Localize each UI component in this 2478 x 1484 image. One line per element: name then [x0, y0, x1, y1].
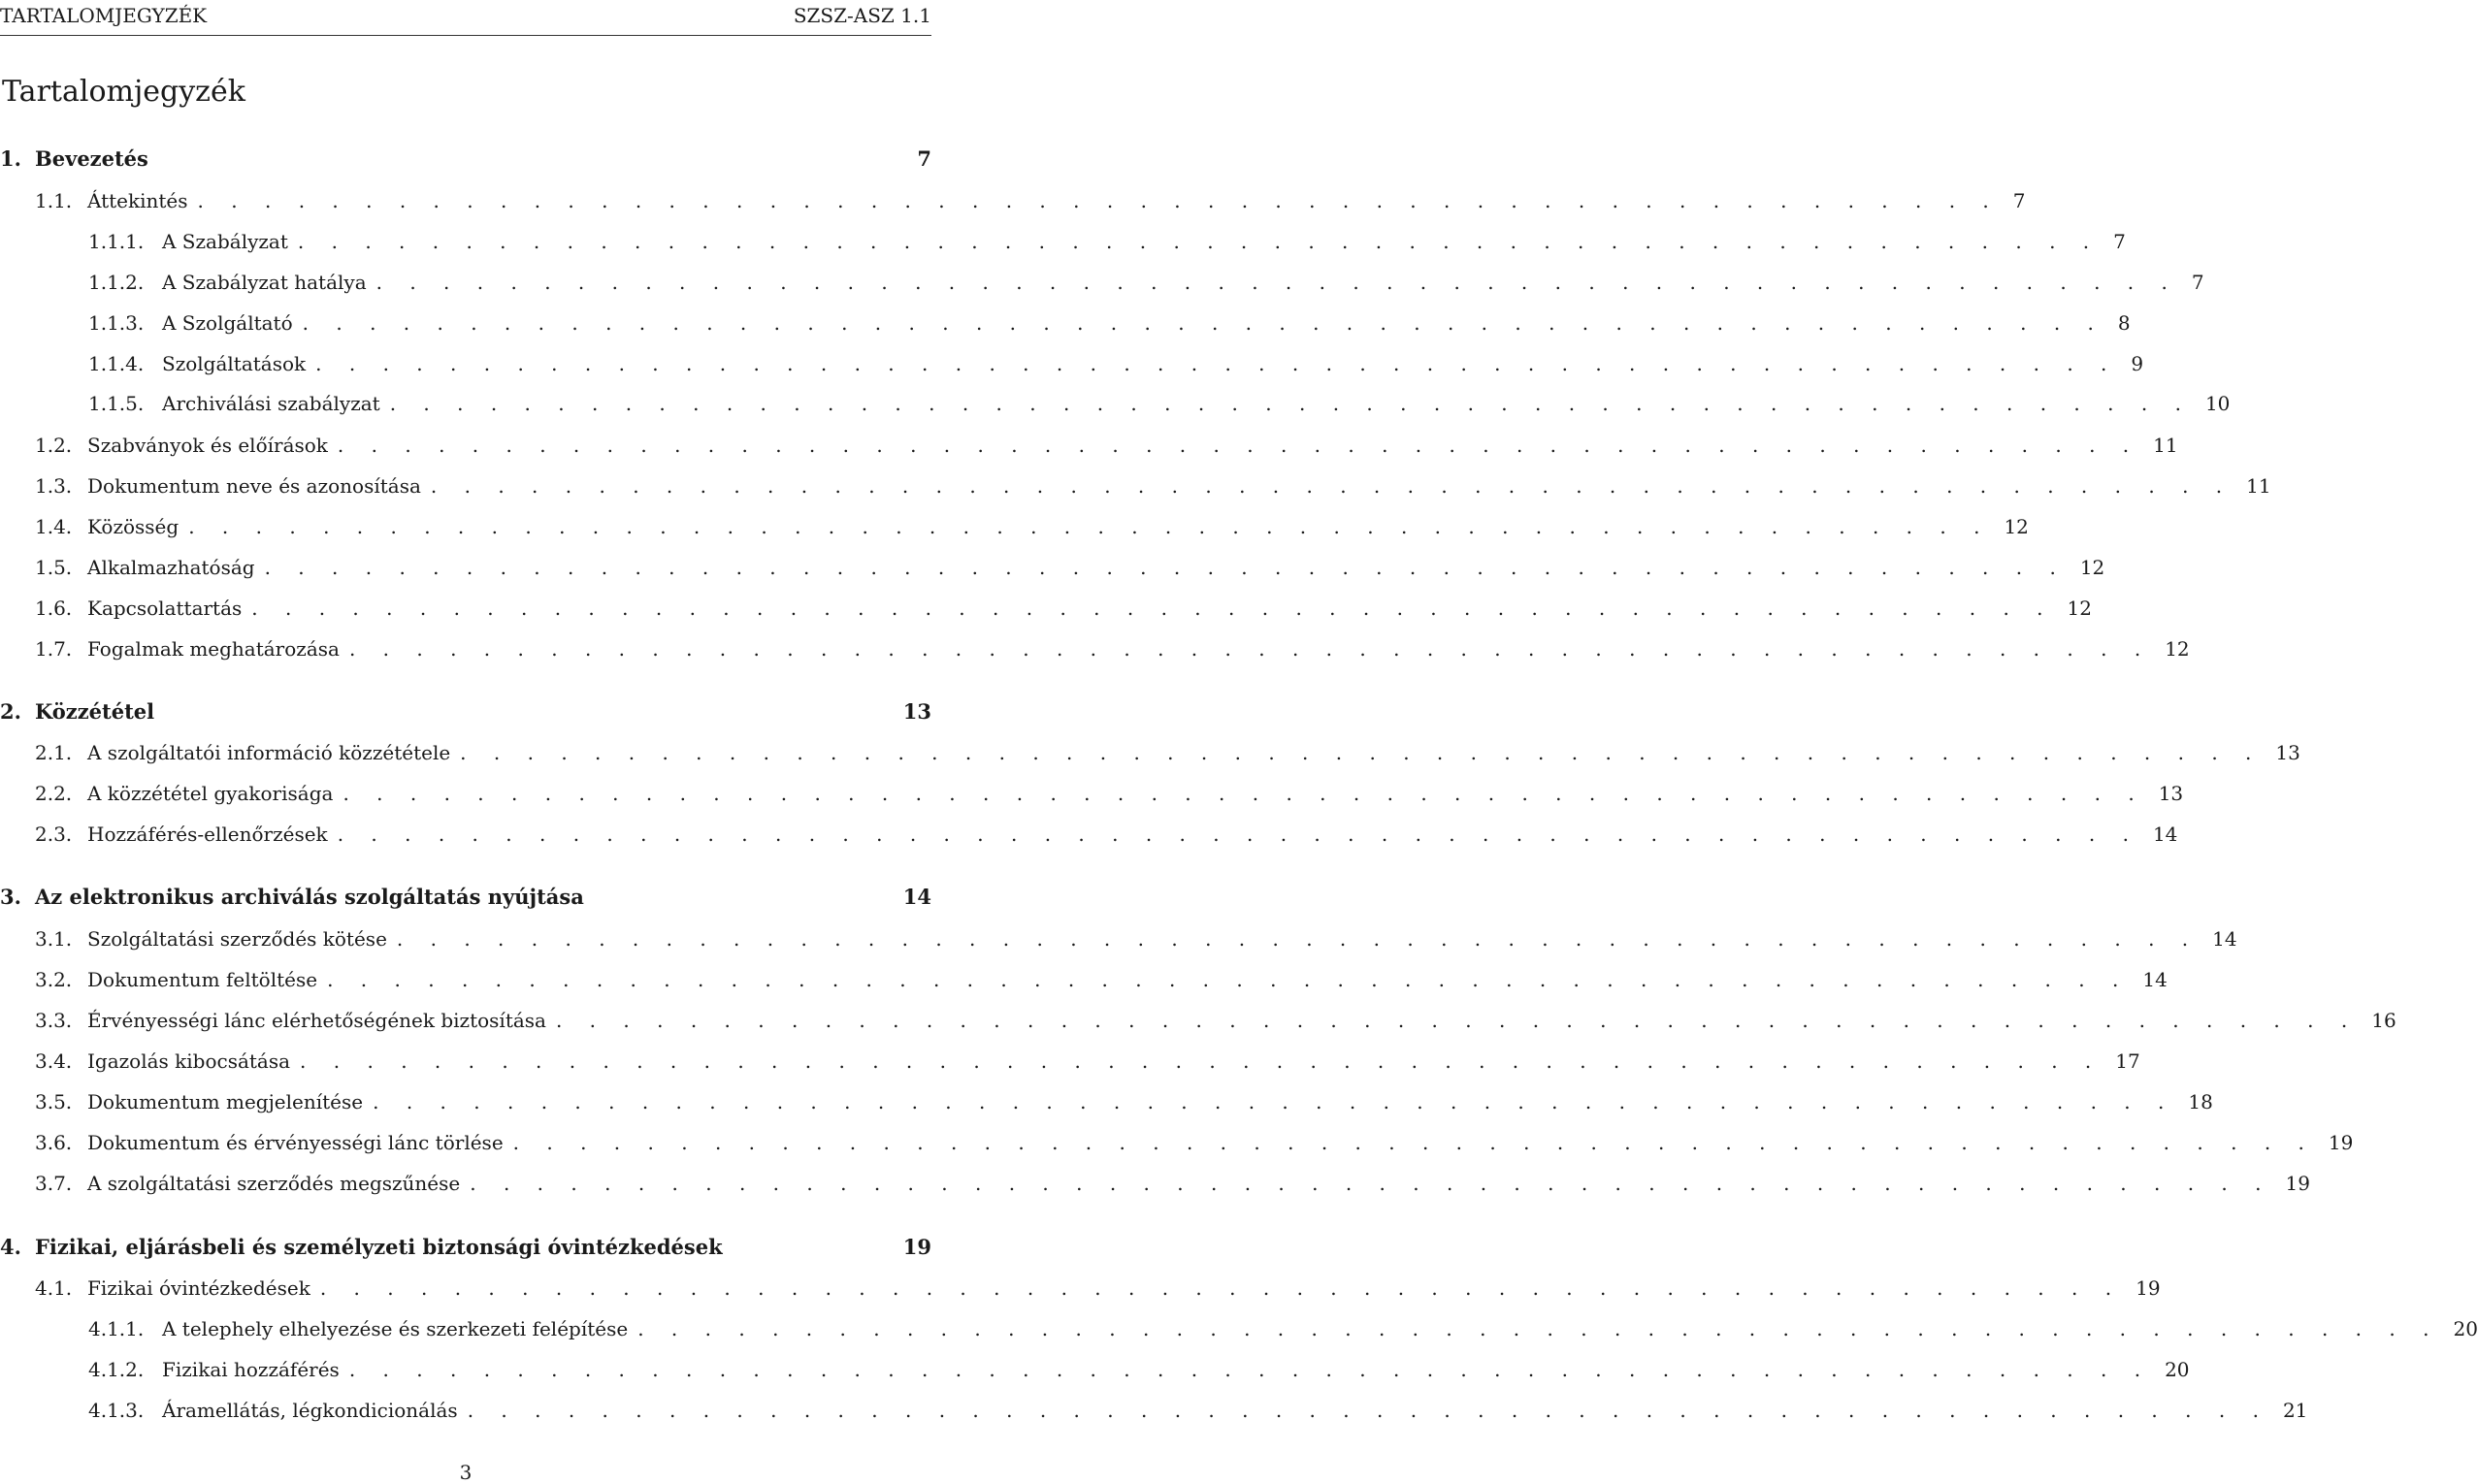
toc-title: Szolgáltatások	[162, 352, 307, 375]
toc-page: 10	[2204, 392, 2231, 415]
toc-page: 19	[2136, 1276, 2161, 1300]
toc-title: Áttekintés	[87, 189, 188, 212]
toc-entry[interactable]	[0, 309, 2131, 337]
toc-number: 1.1.	[35, 189, 73, 212]
page-title: Tartalomjegyzék	[2, 75, 245, 109]
toc-page: 17	[2115, 1049, 2140, 1073]
toc-title: A szolgáltatási szerződés megszűnése	[87, 1172, 461, 1195]
toc-number: 3.1.	[35, 927, 73, 951]
toc-title: Archiválási szabályzat	[162, 392, 380, 415]
toc-number: 1.1.5.	[88, 392, 145, 415]
toc-number: 2.3.	[35, 823, 73, 846]
header-rule	[0, 35, 931, 36]
toc-entry[interactable]	[0, 1356, 2190, 1383]
toc-entry[interactable]	[0, 739, 2300, 766]
toc-number: 1.6.	[35, 597, 73, 620]
header-left: TARTALOMJEGYZÉK	[0, 4, 208, 27]
toc-number: 1.1.1.	[88, 230, 145, 253]
dot-leader: . . . . . . . . . . . . . . . . . . . . . . . . . . . . . . . . . . . . . . . . . . . . . . . . . . . . . .	[389, 392, 2192, 415]
toc-title: Közzététel	[35, 699, 155, 724]
toc-entry[interactable]	[0, 269, 2204, 296]
dot-leader: . . . . . . . . . . . . . . . . . . . . . . . . . . . . . . . . . . . . . . . . . . . . . . . . . . . . . .	[637, 1317, 2440, 1340]
dot-leader: . . . . . . . . . . . . . . . . . . . . . . . . . . . . . . . . . . . . . . . . . . . . . . . . . . . . . .	[373, 1090, 2175, 1113]
toc-entry[interactable]	[0, 1234, 931, 1261]
toc-number: 1.7.	[35, 637, 73, 661]
toc-title: A telephely elhelyezése és szerkezeti felépítése	[162, 1317, 629, 1340]
toc-number: 3.2.	[35, 968, 73, 991]
toc-entry[interactable]	[0, 595, 2092, 622]
dot-leader: . . . . . . . . . . . . . . . . . . . . . . . . . . . . . . . . . . . . . . . . . . . . . . . . . . . . . .	[342, 782, 2145, 805]
toc-title: Közösség	[87, 515, 179, 538]
dot-leader: . . . . . . . . . . . . . . . . . . . . . . . . . . . . . . . . . . . . . . . . . . . . . . . . . . . . . .	[460, 741, 2263, 764]
dot-leader: . . . . . . . . . . . . . . . . . . . . . . . . . . . . . . . . . . . . . . . . . . . . . . . . . . . . . .	[315, 352, 2118, 375]
header-right: SZSZ-ASZ 1.1	[793, 4, 931, 27]
toc-title: A Szolgáltató	[162, 311, 293, 335]
dot-leader: . . . . . . . . . . . . . . . . . . . . . . . . . . . . . . . . . . . . . . . . . . . . . . . . . . . . . .	[396, 927, 2200, 951]
toc-title: A szolgáltatói információ közzététele	[87, 741, 451, 764]
toc-title: Az elektronikus archiválás szolgáltatás nyújtása	[35, 885, 584, 909]
toc-page: 12	[2067, 597, 2092, 620]
toc-title: Érvényességi lánc elérhetőségének biztosítása	[87, 1009, 546, 1032]
toc-page: 13	[2275, 741, 2300, 764]
toc-entry[interactable]	[0, 187, 2026, 214]
toc-entry[interactable]	[0, 1274, 2161, 1302]
dot-leader: . . . . . . . . . . . . . . . . . . . . . . . . . . . . . . . . . . . . . . . . . . . . . . . . . . . . . .	[430, 474, 2233, 498]
toc-number: 2.1.	[35, 741, 73, 764]
toc-page: 19	[2285, 1172, 2310, 1195]
toc-page: 8	[2117, 311, 2131, 335]
toc-entry[interactable]	[0, 145, 931, 173]
toc-entry[interactable]	[0, 1170, 2310, 1197]
dot-leader: . . . . . . . . . . . . . . . . . . . . . . . . . . . . . . . . . . . . . . . . . . . . . . . . . . . . . .	[327, 968, 2130, 991]
dot-leader: . . . . . . . . . . . . . . . . . . . . . . . . . . . . . . . . . . . . . . . . . . . . . . . . . . . . . .	[264, 556, 2067, 579]
toc-title: Igazolás kibocsátása	[87, 1049, 291, 1073]
toc-entry[interactable]	[0, 698, 931, 726]
dot-leader: . . . . . . . . . . . . . . . . . . . . . . . . . . . . . . . . . . . . . . . . . . . . . . . . . . . . . .	[375, 271, 2178, 294]
toc-entry[interactable]	[0, 1048, 2140, 1075]
dot-leader: . . . . . . . . . . . . . . . . . . . . . . . . . . . . . . . . . . . . . . . . . . . . . . . . . . . . . .	[319, 1276, 2123, 1300]
toc-entry[interactable]	[0, 925, 2237, 952]
toc-title: Bevezetés	[35, 146, 148, 171]
toc-page: 21	[2282, 1399, 2308, 1422]
dot-leader: . . . . . . . . . . . . . . . . . . . . . . . . . . . . . . . . . . . . . . . . . . . . . . . . . . . . . .	[302, 311, 2104, 335]
toc-page: 9	[2131, 352, 2144, 375]
toc-page: 11	[2246, 474, 2271, 498]
toc-title: Fizikai hozzáférés	[162, 1358, 340, 1381]
toc-entry[interactable]	[0, 390, 2231, 417]
toc-title: Áramellátás, légkondicionálás	[162, 1399, 458, 1422]
toc-entry[interactable]	[0, 554, 2105, 581]
toc-page: 7	[2191, 271, 2204, 294]
dot-leader: . . . . . . . . . . . . . . . . . . . . . . . . . . . . . . . . . . . . . . . . . . . . . . . . . . . . . .	[512, 1131, 2315, 1154]
toc-page: 13	[902, 699, 931, 724]
toc-number: 3.	[0, 885, 21, 909]
dot-leader: . . . . . . . . . . . . . . . . . . . . . . . . . . . . . . . . . . . . . . . . . . . . . . . . . . . . . .	[337, 823, 2139, 846]
toc-title: Kapcsolattartás	[87, 597, 243, 620]
toc-title: Szabványok és előírások	[87, 434, 328, 457]
toc-title: Hozzáférés-ellenőrzések	[87, 823, 328, 846]
toc-number: 1.1.2.	[88, 271, 145, 294]
toc-page: 14	[2142, 968, 2168, 991]
dot-leader: . . . . . . . . . . . . . . . . . . . . . . . . . . . . . . . . . . . . . . . . . . . . . . . . . . . . . .	[337, 434, 2140, 457]
toc-page: 7	[2012, 189, 2026, 212]
toc-entry[interactable]	[0, 635, 2190, 662]
toc-page: 14	[2212, 927, 2237, 951]
toc-title: Dokumentum feltöltése	[87, 968, 318, 991]
toc-number: 3.4.	[35, 1049, 73, 1073]
toc-entry[interactable]	[0, 432, 2178, 459]
toc-entry[interactable]	[0, 821, 2178, 848]
toc-number: 1.5.	[35, 556, 73, 579]
toc-entry[interactable]	[0, 884, 931, 911]
toc-entry[interactable]	[0, 513, 2029, 540]
toc-number: 4.	[0, 1235, 21, 1259]
toc-page: 20	[2453, 1317, 2478, 1340]
toc-number: 3.3.	[35, 1009, 73, 1032]
dot-leader: . . . . . . . . . . . . . . . . . . . . . . . . . . . . . . . . . . . . . . . . . . . . . . . . . . . . . .	[197, 189, 2000, 212]
toc-page: 12	[2165, 637, 2190, 661]
toc-page: 19	[2328, 1131, 2354, 1154]
toc-entry[interactable]	[0, 966, 2168, 993]
toc-number: 4.1.	[35, 1276, 73, 1300]
toc-title: Fizikai, eljárásbeli és személyzeti biztonsági óvintézkedések	[35, 1235, 723, 1259]
toc-page: 19	[902, 1235, 931, 1259]
toc-page: 16	[2371, 1009, 2396, 1032]
toc-number: 2.	[0, 699, 21, 724]
toc-entry[interactable]	[0, 1088, 2213, 1115]
toc-page: 7	[2113, 230, 2126, 253]
toc-page: 14	[902, 885, 931, 909]
toc-title: Fizikai óvintézkedések	[87, 1276, 310, 1300]
toc-number: 3.6.	[35, 1131, 73, 1154]
toc-title: A közzététel gyakorisága	[87, 782, 334, 805]
toc-entry[interactable]	[0, 228, 2126, 255]
toc-entry[interactable]	[0, 1007, 2396, 1034]
toc-number: 4.1.3.	[88, 1399, 145, 1422]
dot-leader: . . . . . . . . . . . . . . . . . . . . . . . . . . . . . . . . . . . . . . . . . . . . . . . . . . . . . .	[297, 230, 2101, 253]
toc-number: 3.5.	[35, 1090, 73, 1113]
toc-page: 12	[2079, 556, 2105, 579]
toc-number: 4.1.1.	[88, 1317, 145, 1340]
toc-title: A Szabályzat hatálya	[162, 271, 367, 294]
toc-page: 11	[2153, 434, 2178, 457]
toc-entry[interactable]	[0, 780, 2184, 807]
dot-leader: . . . . . . . . . . . . . . . . . . . . . . . . . . . . . . . . . . . . . . . . . . . . . . . . . . . . . .	[470, 1172, 2272, 1195]
dot-leader: . . . . . . . . . . . . . . . . . . . . . . . . . . . . . . . . . . . . . . . . . . . . . . . . . . . . . .	[300, 1049, 2103, 1073]
toc-title: Dokumentum megjelenítése	[87, 1090, 364, 1113]
toc-entry[interactable]	[0, 1315, 2478, 1342]
toc-title: A Szabályzat	[162, 230, 288, 253]
toc-number: 1.	[0, 146, 21, 171]
toc-title: Alkalmazhatóság	[87, 556, 255, 579]
toc-page: 20	[2165, 1358, 2190, 1381]
toc-entry[interactable]	[0, 1129, 2354, 1156]
toc-page: 14	[2152, 823, 2178, 846]
toc-entry[interactable]	[0, 350, 2144, 377]
toc-title: Dokumentum neve és azonosítása	[87, 474, 421, 498]
toc-title: Dokumentum és érvényességi lánc törlése	[87, 1131, 504, 1154]
page-number: 3	[459, 1461, 473, 1484]
toc-page: 18	[2188, 1090, 2213, 1113]
toc-number: 3.7.	[35, 1172, 73, 1195]
toc-entry[interactable]	[0, 1397, 2308, 1424]
toc-page: 12	[2004, 515, 2029, 538]
toc-page: 7	[917, 146, 931, 171]
toc-title: Szolgáltatási szerződés kötése	[87, 927, 387, 951]
toc-number: 1.3.	[35, 474, 73, 498]
toc-number: 1.1.3.	[88, 311, 145, 335]
toc-number: 2.2.	[35, 782, 73, 805]
toc-title: Fogalmak meghatározása	[87, 637, 340, 661]
dot-leader: . . . . . . . . . . . . . . . . . . . . . . . . . . . . . . . . . . . . . . . . . . . . . . . . . . . . . .	[467, 1399, 2269, 1422]
toc-number: 4.1.2.	[88, 1358, 145, 1381]
dot-leader: . . . . . . . . . . . . . . . . . . . . . . . . . . . . . . . . . . . . . . . . . . . . . . . . . . . . . .	[251, 597, 2054, 620]
toc-number: 1.1.4.	[88, 352, 145, 375]
toc-entry[interactable]	[0, 472, 2271, 500]
toc-page: 13	[2158, 782, 2184, 805]
toc-number: 1.4.	[35, 515, 73, 538]
dot-leader: . . . . . . . . . . . . . . . . . . . . . . . . . . . . . . . . . . . . . . . . . . . . . . . . . . . . . .	[188, 515, 1991, 538]
dot-leader: . . . . . . . . . . . . . . . . . . . . . . . . . . . . . . . . . . . . . . . . . . . . . . . . . . . . . .	[348, 1358, 2152, 1381]
dot-leader: . . . . . . . . . . . . . . . . . . . . . . . . . . . . . . . . . . . . . . . . . . . . . . . . . . . . . .	[348, 637, 2152, 661]
dot-leader: . . . . . . . . . . . . . . . . . . . . . . . . . . . . . . . . . . . . . . . . . . . . . . . . . . . . . .	[555, 1009, 2359, 1032]
toc-number: 1.2.	[35, 434, 73, 457]
running-header	[0, 4, 931, 29]
